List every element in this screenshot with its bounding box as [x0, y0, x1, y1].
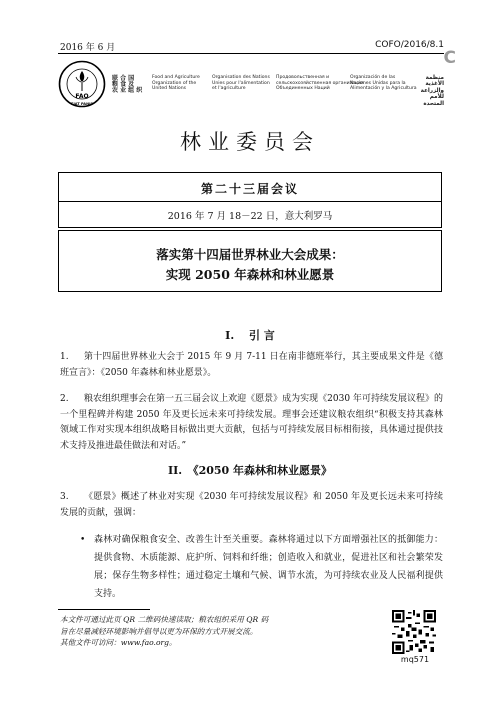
footer-line-3: 其他文件可访问：www.fao.org。	[60, 638, 177, 648]
logo-text: FAO	[75, 93, 89, 100]
agenda-title-box	[58, 230, 442, 292]
session-dates: 2016 年 7 月 18－22 日，意大利罗马	[167, 211, 333, 222]
org-name-zh: 联 合 国 粮 食 及 农 业 组 织	[112, 75, 143, 95]
agenda-title-line2: 实现 2050 年森林和林业愿景	[165, 267, 335, 282]
footer-rule	[58, 609, 150, 610]
logo-ring-text: FIAT PANIS	[70, 102, 94, 106]
paragraph-number: 3.	[60, 492, 69, 502]
header-rule	[58, 53, 444, 54]
paragraph-number: 1.	[60, 352, 69, 362]
section-heading-vision: II. 《2050 年森林和林业愿景》	[167, 464, 333, 477]
committee-title: 林业委员会	[180, 130, 320, 154]
document-date: 2016 年 6 月	[60, 43, 116, 53]
agenda-title-line1: 落实第十四届世界林业大会成果：	[156, 247, 344, 262]
org-name-fr: Organisation des Nations Unies pour l'alimentation et l'agriculture	[212, 75, 270, 92]
footer-line-1: 本文件可通过此页 QR 二维码快速读取；粮农组织采用 QR 码	[60, 615, 269, 624]
footer-note	[60, 614, 380, 649]
paragraph-2	[60, 392, 443, 454]
document-symbol: COFO/2016/8.1	[375, 40, 444, 50]
paragraph-text: 《愿景》概述了林业对实现《2030 年可持续发展议程》和 2050 年及更长远未来可持续发展的贡献，强调：	[60, 492, 443, 518]
language-letter: C	[443, 48, 456, 68]
paragraph-1	[60, 350, 443, 381]
session-title: 第二十三届会议	[200, 182, 299, 196]
paragraph-number: 2.	[60, 394, 69, 404]
session-box-divider	[59, 201, 441, 202]
fao-logo	[58, 60, 106, 108]
paragraph-text: 第十四届世界林业大会于 2015 年 9 月 7-11 日在南非德班举行，其主要成果文件是《德班宣言》：《2050 年森林和林业愿景》。	[60, 352, 443, 378]
section-heading-introduction: I. 引 言	[225, 329, 275, 342]
bullet-mark: •	[80, 535, 86, 545]
qr-code-label: mq571	[400, 655, 430, 664]
session-box	[58, 172, 442, 228]
org-name-es: Organización de las Naciones Unidas para la Alimentación y la Agricultura	[350, 75, 417, 92]
footer-line-2: 旨在尽量减轻环境影响并倡导以更为环保的方式开展交流。	[60, 626, 258, 636]
org-name-en: Food and Agriculture Organization of the United Nations	[152, 75, 200, 92]
qr-code-icon[interactable]	[392, 610, 436, 654]
org-name-ar: منظمة الأغذية والزراعة للأمم المتحدة	[420, 75, 444, 107]
bullet-text: 森林对确保粮食安全、改善生计至关重要。森林将通过以下方面增强社区的抵御能力：提供食物、木质能源、庇护所、饲料和纤维；创造收入和就业，促进社区和社会繁荣发展；保存生物多样性；通过稳定土壤和气候、调节水流，为可持续农业及人民福利提供支持。	[94, 535, 443, 599]
paragraph-3	[60, 490, 443, 521]
org-name-ru: Продовольственная и сельскохозяйственная организация Объединенных Наций	[276, 75, 364, 92]
paragraph-text: 粮农组织理事会在第一五三届会议上欢迎《愿景》成为实现《2030 年可持续发展议程》的一个里程碑并构建 2050 年及更长远未来可持续发展。理事会还建议粮农组织“积极支持其森林领域工作对实现本组织战略目标做出更大贡献，包括与可持续发展目标相衔接，具体通过提供技术支持及推进最佳做法和对话。”	[60, 394, 443, 451]
bullet-item	[60, 531, 443, 603]
